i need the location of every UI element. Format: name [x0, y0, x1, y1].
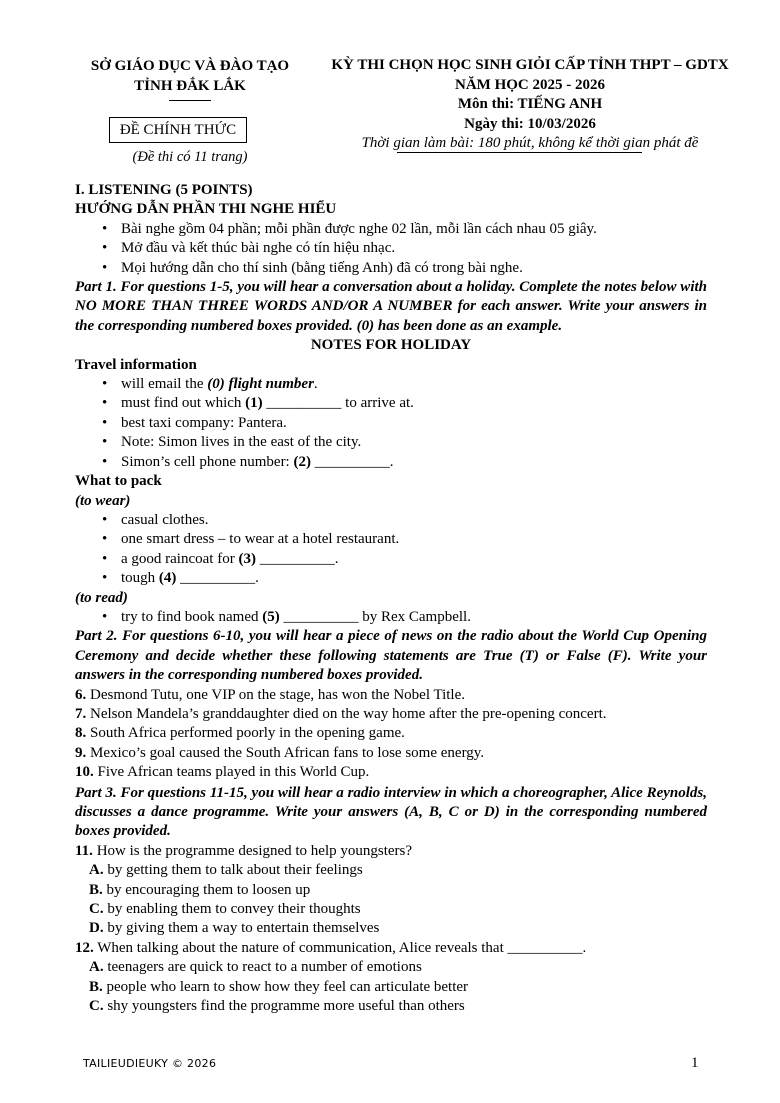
header-left: [70, 56, 310, 101]
note-item: • one smart dress – to wear at a hotel restaurant.: [75, 530, 707, 549]
option-12b: B. people who learn to show how they feel can articulate better: [89, 978, 469, 995]
footer-brand: TAILIEUDIEUKY © 2026: [83, 1057, 217, 1070]
travel-heading: Travel information: [75, 356, 197, 373]
option-11d: D. by giving them a way to entertain themselves: [89, 920, 380, 937]
question-9: 9. Mexico’s goal caused the South African fans to lose some energy.: [75, 744, 485, 761]
guide-title: HƯỚNG DẪN PHẦN THI NGHE HIỂU: [75, 201, 337, 218]
question-number: (1): [245, 395, 263, 412]
note-item: • must find out which (1) __________ to arrive at.: [75, 394, 707, 413]
question-8: 8. South Africa performed poorly in the opening game.: [75, 725, 405, 742]
option-11c: C. by enabling them to convey their thoughts: [89, 901, 361, 918]
header-right: [310, 56, 750, 154]
read-label: (to read): [75, 589, 128, 606]
question-11: 11. How is the programme designed to help youngsters?: [75, 842, 413, 859]
part2-instruction: Part 2. For questions 6-10, you will hear a piece of news on the radio about the World Cup Opening Ceremony and decide whether these following statements are True (T) or False (F). Write your answers in the corresponding numbered boxes provided.: [75, 628, 707, 684]
example-answer: (0) flight number: [207, 376, 314, 393]
note-item: • Note: Simon lives in the east of the city.: [75, 433, 707, 452]
guide-item: • Mở đầu và kết thúc bài nghe có tín hiệu nhạc.: [75, 239, 707, 258]
pack-heading: What to pack: [75, 473, 162, 490]
wear-list: [75, 511, 707, 589]
exam-content: [75, 181, 707, 1016]
header-divider: [169, 100, 211, 101]
question-number: (4): [158, 570, 177, 587]
school-year: NĂM HỌC 2025 - 2026: [455, 76, 605, 93]
guide-list: [75, 220, 707, 278]
question-7: 7. Nelson Mandela’s granddaughter died on the way home after the pre-opening concert.: [75, 705, 607, 722]
section-title: I. LISTENING (5 POINTS): [75, 182, 253, 198]
guide-item: • Bài nghe gồm 04 phần; mỗi phần được nghe 02 lần, mỗi lần cách nhau 05 giây.: [75, 220, 707, 239]
note-item: • a good raincoat for (3) __________.: [75, 550, 707, 569]
official-label: ĐỀ CHÍNH THỨC: [109, 117, 247, 143]
option-12a: A. teenagers are quick to react to a number of emotions: [89, 959, 422, 976]
option-11b: B. by encouraging them to loosen up: [89, 881, 311, 898]
note-item: • try to find book named (5) __________ by Rex Campbell.: [75, 608, 707, 627]
guide-item: • Mọi hướng dẫn cho thí sinh (bằng tiếng Anh) đã có trong bài nghe.: [75, 259, 707, 278]
note-item: • tough (4) __________.: [75, 569, 707, 588]
department-name: SỞ GIÁO DỤC VÀ ĐÀO TẠO: [90, 58, 290, 74]
question-number: (2): [293, 453, 311, 470]
read-list: [75, 608, 707, 627]
province-name: TỈNH ĐẮK LẮK: [134, 78, 246, 94]
exam-date: Ngày thi: 10/03/2026: [464, 115, 596, 132]
question-12: 12. When talking about the nature of communication, Alice reveals that __________.: [75, 939, 587, 956]
header-rule: [397, 152, 642, 153]
question-6: 6. Desmond Tutu, one VIP on the stage, has won the Nobel Title.: [75, 686, 466, 703]
exam-name: KỲ THI CHỌN HỌC SINH GIỎI CẤP TỈNH THPT – GDTX: [331, 57, 729, 73]
question-number: (3): [238, 550, 256, 567]
travel-list: [75, 375, 707, 472]
pages-note: (Đề thi có 11 trang): [132, 149, 248, 165]
option-11a: A. by getting them to talk about their feelings: [89, 862, 363, 879]
subject: Môn thi: TIẾNG ANH: [457, 96, 603, 112]
note-item: • will email the (0) flight number.: [75, 375, 707, 394]
page-number: 1: [691, 1055, 699, 1071]
part1-instruction: Part 1. For questions 1-5, you will hear a conversation about a holiday. Complete the notes below with NO MORE THAN THREE WORDS AND/OR A NUMBER for each answer. Write your answers in the corresponding numbered boxes provided. (0) has been done as an example.: [75, 279, 707, 334]
note-item: • best taxi company: Pantera.: [75, 414, 707, 433]
question-10: 10. Five African teams played in this World Cup.: [75, 764, 370, 781]
question-number: (5): [262, 608, 280, 625]
notes-title: NOTES FOR HOLIDAY: [310, 337, 472, 354]
wear-label: (to wear): [75, 492, 131, 509]
option-12c: C. shy youngsters find the programme more useful than others: [89, 998, 465, 1015]
note-item: • casual clothes.: [75, 511, 707, 530]
part3-instruction: Part 3. For questions 11-15, you will hear a radio interview in which a choreographer, Alice Reynolds, discusses a dance programme. Write your answers (A, B, C or D) in the corresponding numbered boxes provided.: [75, 784, 707, 840]
note-item: • Simon’s cell phone number: (2) __________.: [75, 453, 707, 472]
exam-duration: Thời gian làm bài: 180 phút, không kể thời gian phát đề: [361, 135, 699, 151]
